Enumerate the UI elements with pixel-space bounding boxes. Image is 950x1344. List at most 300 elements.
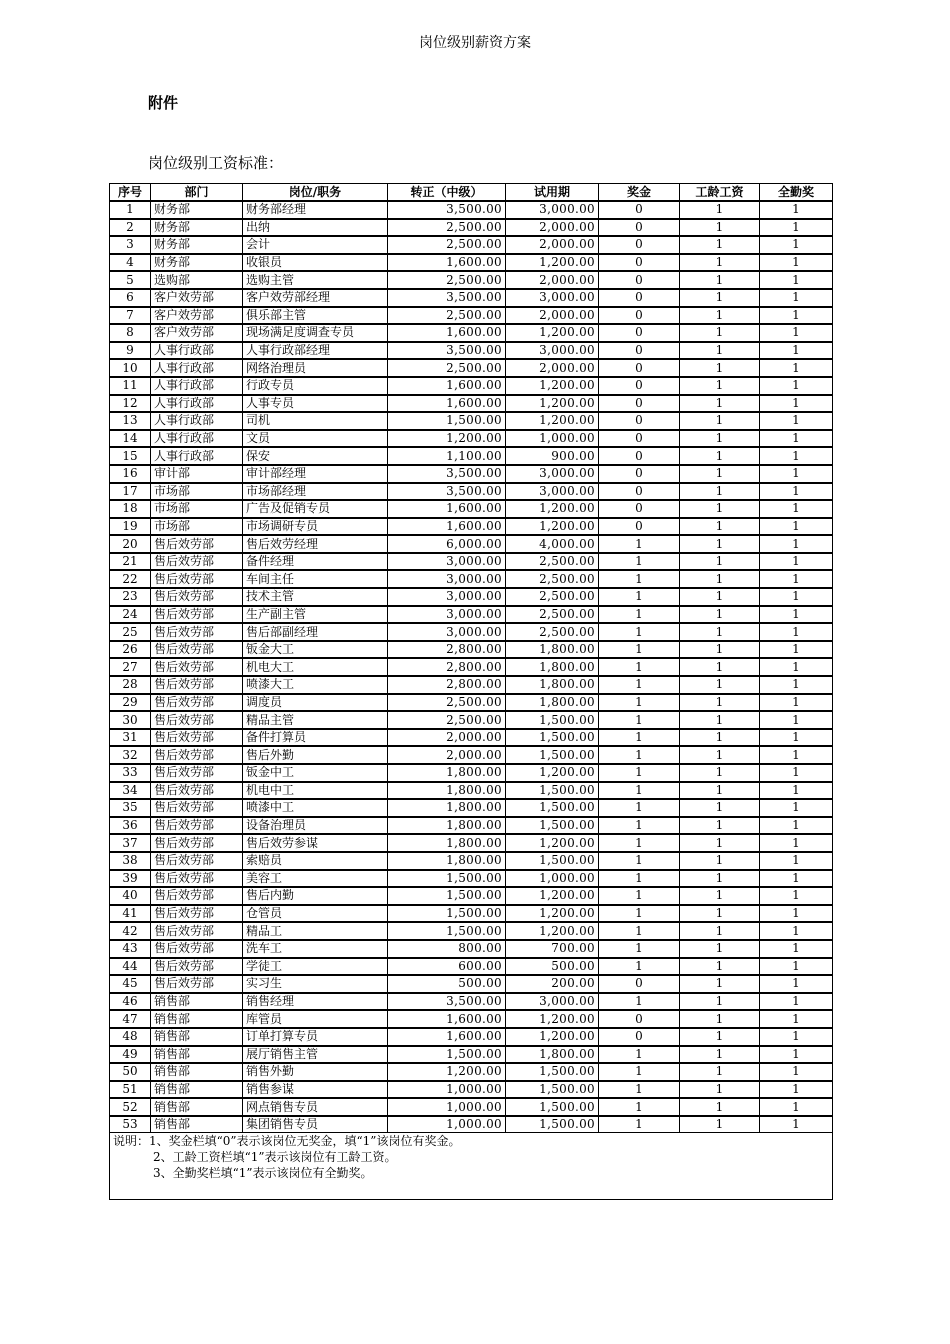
- column-header-index: 序号: [110, 184, 151, 202]
- cell-regular-salary: 1,000.00: [388, 1081, 506, 1099]
- table-row: [110, 782, 833, 800]
- table-row: [110, 342, 833, 360]
- cell-regular-salary: 1,600.00: [388, 377, 506, 395]
- cell-bonus: 1: [599, 958, 680, 976]
- cell-seniority-pay: 1: [680, 1098, 760, 1116]
- cell-seniority-pay: 1: [680, 236, 760, 254]
- cell-bonus: 1: [599, 658, 680, 676]
- table-row: [110, 412, 833, 430]
- cell-bonus: 0: [599, 307, 680, 325]
- table-row: [110, 729, 833, 747]
- cell-position: 人事专员: [243, 395, 388, 413]
- cell-bonus: 1: [599, 606, 680, 624]
- table-row: [110, 1116, 833, 1133]
- cell-index: 23: [110, 588, 151, 606]
- cell-attendance-bonus: 1: [760, 764, 833, 782]
- cell-index: 15: [110, 447, 151, 465]
- cell-bonus: 1: [599, 887, 680, 905]
- cell-bonus: 0: [599, 324, 680, 342]
- cell-attendance-bonus: 1: [760, 1010, 833, 1028]
- cell-attendance-bonus: 1: [760, 483, 833, 501]
- cell-index: 47: [110, 1010, 151, 1028]
- cell-position: 售后效劳经理: [243, 535, 388, 553]
- cell-attendance-bonus: 1: [760, 641, 833, 659]
- cell-bonus: 0: [599, 254, 680, 272]
- cell-index: 14: [110, 430, 151, 448]
- cell-position: 收银员: [243, 254, 388, 272]
- cell-department: 售后效劳部: [151, 870, 243, 888]
- cell-seniority-pay: 1: [680, 641, 760, 659]
- cell-probation-salary: 500.00: [506, 958, 599, 976]
- cell-attendance-bonus: 1: [760, 430, 833, 448]
- table-row: [110, 518, 833, 536]
- cell-bonus: 0: [599, 377, 680, 395]
- cell-probation-salary: 2,000.00: [506, 307, 599, 325]
- cell-attendance-bonus: 1: [760, 1081, 833, 1099]
- cell-probation-salary: 3,000.00: [506, 289, 599, 307]
- cell-seniority-pay: 1: [680, 1063, 760, 1081]
- cell-department: 销售部: [151, 1028, 243, 1046]
- cell-position: 精品工: [243, 922, 388, 940]
- cell-attendance-bonus: 1: [760, 271, 833, 289]
- cell-bonus: 0: [599, 1010, 680, 1028]
- cell-attendance-bonus: 1: [760, 658, 833, 676]
- cell-index: 27: [110, 658, 151, 676]
- cell-department: 销售部: [151, 1046, 243, 1064]
- cell-seniority-pay: 1: [680, 799, 760, 817]
- cell-index: 25: [110, 623, 151, 641]
- cell-seniority-pay: 1: [680, 289, 760, 307]
- cell-probation-salary: 1,500.00: [506, 782, 599, 800]
- cell-seniority-pay: 1: [680, 307, 760, 325]
- table-row: [110, 606, 833, 624]
- cell-regular-salary: 1,600.00: [388, 254, 506, 272]
- cell-regular-salary: 1,500.00: [388, 870, 506, 888]
- cell-attendance-bonus: 1: [760, 219, 833, 237]
- cell-seniority-pay: 1: [680, 711, 760, 729]
- cell-department: 审计部: [151, 465, 243, 483]
- cell-department: 财务部: [151, 236, 243, 254]
- cell-bonus: 1: [599, 746, 680, 764]
- cell-position: 市场部经理: [243, 483, 388, 501]
- table-row: [110, 219, 833, 237]
- cell-regular-salary: 2,800.00: [388, 641, 506, 659]
- cell-index: 31: [110, 729, 151, 747]
- cell-probation-salary: 1,200.00: [506, 764, 599, 782]
- cell-probation-salary: 1,200.00: [506, 324, 599, 342]
- cell-regular-salary: 1,800.00: [388, 817, 506, 835]
- cell-seniority-pay: 1: [680, 553, 760, 571]
- cell-department: 客户效劳部: [151, 307, 243, 325]
- cell-probation-salary: 1,200.00: [506, 412, 599, 430]
- cell-attendance-bonus: 1: [760, 975, 833, 993]
- column-header-regular-salary: 转正（中级）: [388, 184, 506, 202]
- cell-department: 售后效劳部: [151, 887, 243, 905]
- cell-index: 53: [110, 1116, 151, 1133]
- cell-department: 市场部: [151, 518, 243, 536]
- cell-index: 4: [110, 254, 151, 272]
- table-row: [110, 1046, 833, 1064]
- cell-seniority-pay: 1: [680, 975, 760, 993]
- table-header-row: [110, 184, 833, 202]
- cell-department: 人事行政部: [151, 377, 243, 395]
- cell-attendance-bonus: 1: [760, 588, 833, 606]
- cell-bonus: 1: [599, 570, 680, 588]
- cell-department: 售后效劳部: [151, 922, 243, 940]
- table-row: [110, 870, 833, 888]
- cell-regular-salary: 500.00: [388, 975, 506, 993]
- cell-probation-salary: 2,500.00: [506, 623, 599, 641]
- cell-attendance-bonus: 1: [760, 412, 833, 430]
- cell-department: 售后效劳部: [151, 905, 243, 923]
- cell-bonus: 0: [599, 236, 680, 254]
- cell-regular-salary: 1,000.00: [388, 1116, 506, 1133]
- cell-bonus: 1: [599, 1063, 680, 1081]
- cell-probation-salary: 2,500.00: [506, 553, 599, 571]
- cell-attendance-bonus: 1: [760, 1098, 833, 1116]
- table-row: [110, 553, 833, 571]
- cell-probation-salary: 1,800.00: [506, 641, 599, 659]
- cell-seniority-pay: 1: [680, 694, 760, 712]
- table-body: [110, 201, 833, 1133]
- cell-attendance-bonus: 1: [760, 359, 833, 377]
- table-row: [110, 940, 833, 958]
- cell-department: 售后效劳部: [151, 940, 243, 958]
- cell-position: 审计部经理: [243, 465, 388, 483]
- cell-position: 会计: [243, 236, 388, 254]
- cell-position: 行政专员: [243, 377, 388, 395]
- table-row: [110, 1098, 833, 1116]
- cell-position: 财务部经理: [243, 201, 388, 219]
- cell-index: 18: [110, 500, 151, 518]
- cell-attendance-bonus: 1: [760, 852, 833, 870]
- table-row: [110, 658, 833, 676]
- cell-position: 市场调研专员: [243, 518, 388, 536]
- cell-bonus: 0: [599, 483, 680, 501]
- cell-index: 45: [110, 975, 151, 993]
- cell-seniority-pay: 1: [680, 782, 760, 800]
- cell-position: 销售参谋: [243, 1081, 388, 1099]
- cell-index: 24: [110, 606, 151, 624]
- column-header-bonus: 奖金: [599, 184, 680, 202]
- cell-department: 售后效劳部: [151, 799, 243, 817]
- note-line-1: 说明：1、奖金栏填“0”表示该岗位无奖金，填“1”该岗位有奖金。: [113, 1134, 461, 1149]
- table-row: [110, 958, 833, 976]
- table-row: [110, 922, 833, 940]
- cell-probation-salary: 2,000.00: [506, 359, 599, 377]
- table-row: [110, 201, 833, 219]
- cell-attendance-bonus: 1: [760, 711, 833, 729]
- cell-regular-salary: 1,800.00: [388, 782, 506, 800]
- table-row: [110, 447, 833, 465]
- cell-regular-salary: 3,500.00: [388, 465, 506, 483]
- cell-position: 技术主管: [243, 588, 388, 606]
- cell-probation-salary: 1,000.00: [506, 430, 599, 448]
- table-row: [110, 676, 833, 694]
- cell-attendance-bonus: 1: [760, 694, 833, 712]
- cell-department: 人事行政部: [151, 447, 243, 465]
- cell-probation-salary: 2,500.00: [506, 570, 599, 588]
- cell-probation-salary: 200.00: [506, 975, 599, 993]
- attachment-label: 附件: [148, 94, 179, 112]
- cell-position: 备件经理: [243, 553, 388, 571]
- cell-bonus: 0: [599, 500, 680, 518]
- cell-index: 7: [110, 307, 151, 325]
- cell-attendance-bonus: 1: [760, 518, 833, 536]
- cell-probation-salary: 3,000.00: [506, 993, 599, 1011]
- cell-probation-salary: 1,500.00: [506, 1098, 599, 1116]
- cell-index: 19: [110, 518, 151, 536]
- cell-bonus: 1: [599, 694, 680, 712]
- table-row: [110, 588, 833, 606]
- cell-index: 8: [110, 324, 151, 342]
- cell-index: 3: [110, 236, 151, 254]
- cell-regular-salary: 3,500.00: [388, 483, 506, 501]
- cell-department: 售后效劳部: [151, 746, 243, 764]
- cell-position: 现场满足度调查专员: [243, 324, 388, 342]
- cell-probation-salary: 1,200.00: [506, 834, 599, 852]
- cell-regular-salary: 2,500.00: [388, 219, 506, 237]
- cell-probation-salary: 1,500.00: [506, 746, 599, 764]
- cell-seniority-pay: 1: [680, 746, 760, 764]
- cell-regular-salary: 1,800.00: [388, 834, 506, 852]
- cell-seniority-pay: 1: [680, 201, 760, 219]
- cell-bonus: 0: [599, 412, 680, 430]
- cell-position: 喷漆中工: [243, 799, 388, 817]
- cell-seniority-pay: 1: [680, 1081, 760, 1099]
- cell-position: 钣金中工: [243, 764, 388, 782]
- cell-regular-salary: 1,500.00: [388, 412, 506, 430]
- cell-attendance-bonus: 1: [760, 993, 833, 1011]
- table-row: [110, 746, 833, 764]
- cell-index: 26: [110, 641, 151, 659]
- cell-seniority-pay: 1: [680, 324, 760, 342]
- cell-attendance-bonus: 1: [760, 782, 833, 800]
- cell-regular-salary: 1,000.00: [388, 1098, 506, 1116]
- cell-probation-salary: 3,000.00: [506, 342, 599, 360]
- cell-department: 销售部: [151, 1081, 243, 1099]
- cell-bonus: 0: [599, 219, 680, 237]
- cell-probation-salary: 1,500.00: [506, 799, 599, 817]
- table-row: [110, 236, 833, 254]
- cell-bonus: 1: [599, 870, 680, 888]
- cell-department: 售后效劳部: [151, 606, 243, 624]
- table-row: [110, 359, 833, 377]
- cell-probation-salary: 1,800.00: [506, 658, 599, 676]
- cell-seniority-pay: 1: [680, 993, 760, 1011]
- cell-seniority-pay: 1: [680, 870, 760, 888]
- cell-department: 销售部: [151, 1116, 243, 1133]
- cell-department: 售后效劳部: [151, 641, 243, 659]
- cell-department: 销售部: [151, 1010, 243, 1028]
- cell-regular-salary: 3,500.00: [388, 342, 506, 360]
- cell-position: 人事行政部经理: [243, 342, 388, 360]
- cell-index: 28: [110, 676, 151, 694]
- table-row: [110, 852, 833, 870]
- table-row: [110, 570, 833, 588]
- cell-attendance-bonus: 1: [760, 324, 833, 342]
- cell-bonus: 1: [599, 764, 680, 782]
- cell-regular-salary: 3,000.00: [388, 623, 506, 641]
- cell-bonus: 1: [599, 905, 680, 923]
- cell-position: 司机: [243, 412, 388, 430]
- cell-position: 索赔员: [243, 852, 388, 870]
- cell-index: 13: [110, 412, 151, 430]
- table-row: [110, 500, 833, 518]
- notes-row: [110, 1133, 833, 1200]
- cell-regular-salary: 2,500.00: [388, 359, 506, 377]
- cell-index: 36: [110, 817, 151, 835]
- cell-position: 库管员: [243, 1010, 388, 1028]
- cell-seniority-pay: 1: [680, 412, 760, 430]
- cell-regular-salary: 1,600.00: [388, 500, 506, 518]
- cell-attendance-bonus: 1: [760, 623, 833, 641]
- cell-position: 实习生: [243, 975, 388, 993]
- cell-department: 售后效劳部: [151, 958, 243, 976]
- cell-department: 售后效劳部: [151, 676, 243, 694]
- cell-seniority-pay: 1: [680, 1028, 760, 1046]
- cell-probation-salary: 700.00: [506, 940, 599, 958]
- cell-index: 1: [110, 201, 151, 219]
- cell-regular-salary: 2,000.00: [388, 729, 506, 747]
- cell-seniority-pay: 1: [680, 764, 760, 782]
- cell-regular-salary: 1,800.00: [388, 799, 506, 817]
- table-row: [110, 324, 833, 342]
- cell-attendance-bonus: 1: [760, 799, 833, 817]
- cell-seniority-pay: 1: [680, 922, 760, 940]
- cell-index: 21: [110, 553, 151, 571]
- cell-index: 6: [110, 289, 151, 307]
- cell-attendance-bonus: 1: [760, 395, 833, 413]
- cell-seniority-pay: 1: [680, 447, 760, 465]
- cell-attendance-bonus: 1: [760, 500, 833, 518]
- cell-department: 售后效劳部: [151, 782, 243, 800]
- cell-seniority-pay: 1: [680, 483, 760, 501]
- cell-department: 售后效劳部: [151, 658, 243, 676]
- cell-probation-salary: 1,200.00: [506, 500, 599, 518]
- cell-regular-salary: 1,600.00: [388, 1028, 506, 1046]
- cell-bonus: 0: [599, 359, 680, 377]
- cell-regular-salary: 1,800.00: [388, 764, 506, 782]
- cell-department: 售后效劳部: [151, 588, 243, 606]
- cell-regular-salary: 2,800.00: [388, 658, 506, 676]
- cell-seniority-pay: 1: [680, 940, 760, 958]
- cell-regular-salary: 1,600.00: [388, 518, 506, 536]
- cell-attendance-bonus: 1: [760, 817, 833, 835]
- cell-index: 16: [110, 465, 151, 483]
- cell-seniority-pay: 1: [680, 905, 760, 923]
- cell-index: 9: [110, 342, 151, 360]
- cell-probation-salary: 1,500.00: [506, 852, 599, 870]
- cell-department: 财务部: [151, 201, 243, 219]
- cell-bonus: 1: [599, 711, 680, 729]
- cell-seniority-pay: 1: [680, 254, 760, 272]
- cell-seniority-pay: 1: [680, 535, 760, 553]
- cell-department: 人事行政部: [151, 412, 243, 430]
- cell-seniority-pay: 1: [680, 606, 760, 624]
- cell-department: 售后效劳部: [151, 694, 243, 712]
- cell-probation-salary: 1,500.00: [506, 1116, 599, 1133]
- cell-index: 17: [110, 483, 151, 501]
- cell-bonus: 1: [599, 852, 680, 870]
- cell-regular-salary: 1,500.00: [388, 1046, 506, 1064]
- cell-department: 销售部: [151, 1098, 243, 1116]
- cell-probation-salary: 1,200.00: [506, 887, 599, 905]
- cell-index: 51: [110, 1081, 151, 1099]
- cell-seniority-pay: 1: [680, 465, 760, 483]
- cell-regular-salary: 2,000.00: [388, 746, 506, 764]
- cell-seniority-pay: 1: [680, 1046, 760, 1064]
- cell-attendance-bonus: 1: [760, 834, 833, 852]
- column-header-seniority-pay: 工龄工资: [680, 184, 760, 202]
- cell-index: 38: [110, 852, 151, 870]
- cell-position: 选购主管: [243, 271, 388, 289]
- table-row: [110, 289, 833, 307]
- cell-position: 展厅销售主管: [243, 1046, 388, 1064]
- cell-bonus: 1: [599, 623, 680, 641]
- table-row: [110, 307, 833, 325]
- cell-attendance-bonus: 1: [760, 1028, 833, 1046]
- cell-bonus: 1: [599, 1098, 680, 1116]
- cell-position: 售后内勤: [243, 887, 388, 905]
- cell-index: 32: [110, 746, 151, 764]
- cell-attendance-bonus: 1: [760, 940, 833, 958]
- cell-department: 销售部: [151, 993, 243, 1011]
- cell-index: 2: [110, 219, 151, 237]
- cell-bonus: 0: [599, 201, 680, 219]
- cell-position: 售后部副经理: [243, 623, 388, 641]
- table-row: [110, 483, 833, 501]
- table-row: [110, 694, 833, 712]
- cell-regular-salary: 6,000.00: [388, 535, 506, 553]
- cell-attendance-bonus: 1: [760, 289, 833, 307]
- cell-index: 42: [110, 922, 151, 940]
- cell-index: 39: [110, 870, 151, 888]
- cell-seniority-pay: 1: [680, 395, 760, 413]
- table-title: 岗位级别工资标准：: [148, 154, 284, 172]
- cell-attendance-bonus: 1: [760, 887, 833, 905]
- cell-bonus: 1: [599, 834, 680, 852]
- cell-probation-salary: 1,200.00: [506, 1028, 599, 1046]
- cell-index: 49: [110, 1046, 151, 1064]
- cell-regular-salary: 3,000.00: [388, 570, 506, 588]
- cell-probation-salary: 1,800.00: [506, 1046, 599, 1064]
- cell-index: 37: [110, 834, 151, 852]
- table-row: [110, 905, 833, 923]
- table-row: [110, 1081, 833, 1099]
- cell-index: 46: [110, 993, 151, 1011]
- cell-probation-salary: 3,000.00: [506, 483, 599, 501]
- cell-regular-salary: 1,500.00: [388, 905, 506, 923]
- cell-bonus: 1: [599, 1116, 680, 1133]
- cell-regular-salary: 2,500.00: [388, 307, 506, 325]
- cell-probation-salary: 1,000.00: [506, 870, 599, 888]
- cell-attendance-bonus: 1: [760, 254, 833, 272]
- cell-attendance-bonus: 1: [760, 236, 833, 254]
- cell-regular-salary: 2,500.00: [388, 271, 506, 289]
- cell-department: 售后效劳部: [151, 764, 243, 782]
- table-row: [110, 377, 833, 395]
- cell-probation-salary: 1,500.00: [506, 1081, 599, 1099]
- cell-position: 学徒工: [243, 958, 388, 976]
- cell-regular-salary: 1,600.00: [388, 395, 506, 413]
- cell-regular-salary: 1,800.00: [388, 852, 506, 870]
- cell-seniority-pay: 1: [680, 570, 760, 588]
- cell-bonus: 1: [599, 729, 680, 747]
- cell-department: 销售部: [151, 1063, 243, 1081]
- cell-regular-salary: 1,600.00: [388, 324, 506, 342]
- cell-regular-salary: 3,500.00: [388, 201, 506, 219]
